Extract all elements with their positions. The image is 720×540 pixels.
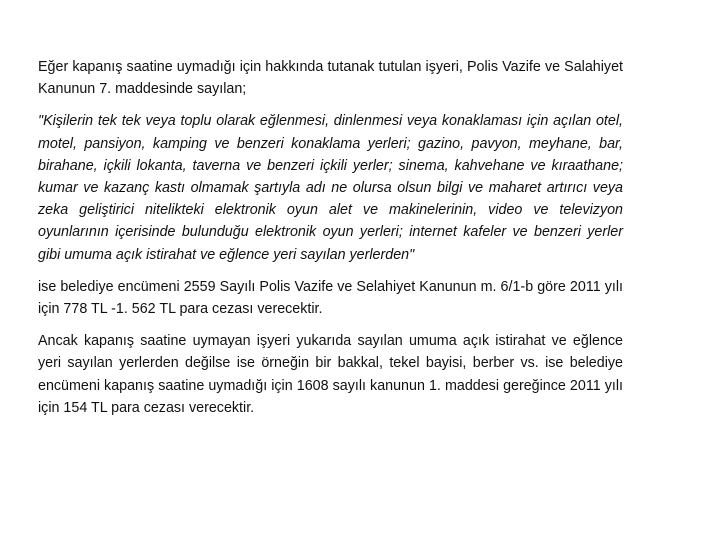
penalty-paragraph: ise belediye encümeni 2559 Sayılı Polis Vazife ve Selahiyet Kanunun m. 6/1-b göre 2011 yılı için 778 TL -1. 562 TL para cezası verecektir. <box>38 278 623 318</box>
intro-paragraph: Eğer kapanış saatine uymadığı için hakkında tutanak tutulan işyeri, Polis Vazife ve Salahiyet Kanunun 7. maddesinde sayılan; <box>38 59 623 98</box>
exception-paragraph: Ancak kapanış saatine uymayan işyeri yukarıda sayılan umuma açık istirahat ve eğlence yeri sayılan yerlerden değilse ise örneğin bir bakkal, tekel bayisi, berber vs. ise belediye encümeni kapanış saatine uymadığı için 1608 sayılı kanunun 1. maddesi gereğince 2011 yılı için 154 TL para cezası verecektir. <box>38 333 623 416</box>
document-body <box>38 56 623 429</box>
quoted-law-paragraph: "Kişilerin tek tek veya toplu olarak eğlenmesi, dinlenmesi veya konaklaması için açılan otel, motel, pansiyon, kamping ve benzeri konaklama yerleri; gazino, pavyon, meyhane, bar, birahane, içkili lokanta, taverna ve benzeri içkili yerler; sinema, kahvehane ve kıraathane; kumar ve kazanç kastı olmamak şartıyla adı ne olursa olsun bilgi ve maharet artırıcı veya zeka geliştirici nitelikteki elektronik oyun alet ve makinelerinin, video ve televizyon oyunlarının içerisinde bulunduğu elektronik oyun yerleri; internet kafeler ve benzeri yerler gibi umuma açık istirahat ve eğlence yeri sayılan yerlerden" <box>38 113 623 263</box>
